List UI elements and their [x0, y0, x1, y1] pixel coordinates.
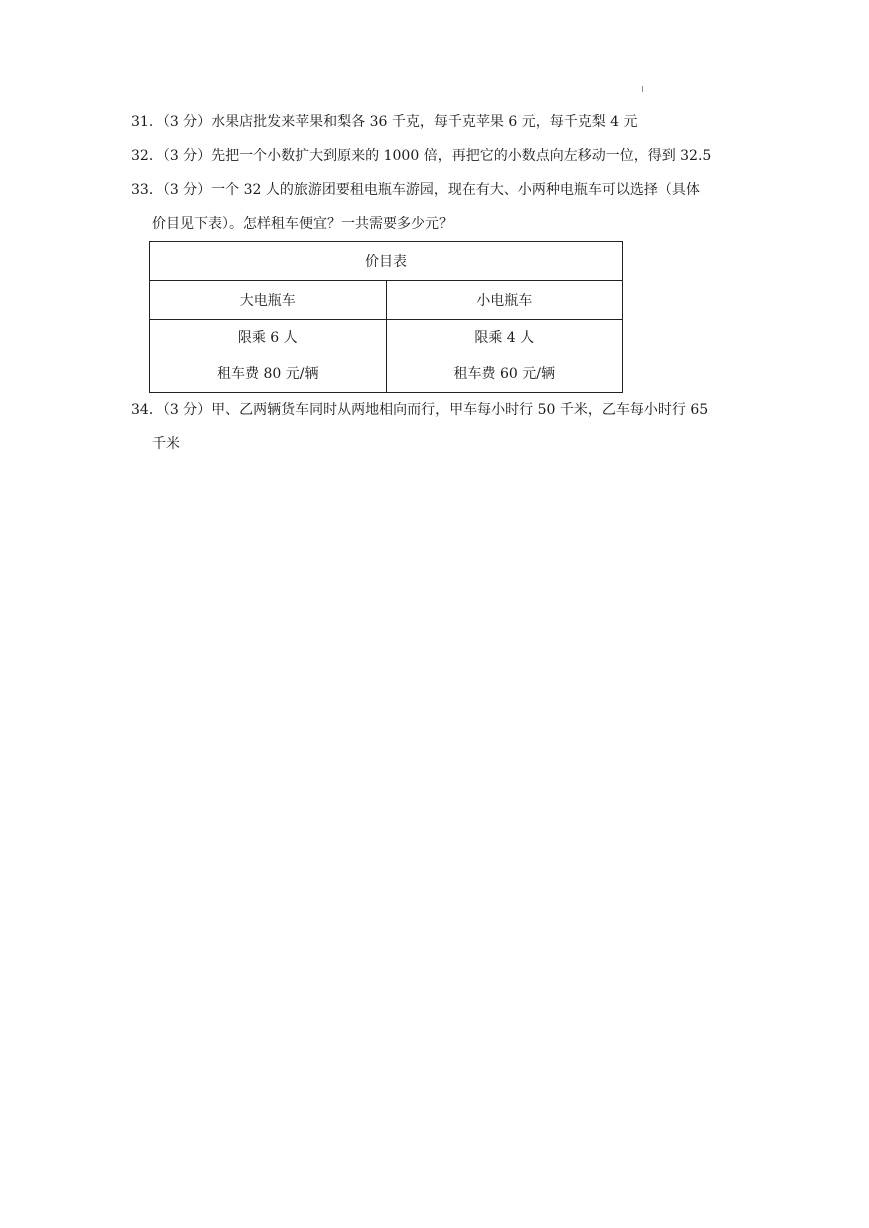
- question-34-line-1: 34．（3 分）甲、乙两辆货车同时从两地相向而行，甲车每小时行 50 千米，乙车每小时行 65: [131, 402, 709, 418]
- large-cart-limit: 限乘 6 人: [237, 330, 298, 346]
- large-cart-fee: 租车费 80 元/辆: [217, 366, 319, 382]
- large-cart-details: [150, 320, 387, 393]
- question-33-line-1: 33．（3 分）一个 32 人的旅游团要租电瓶车游园，现在有大、小两种电瓶车可以选择（具体: [131, 182, 700, 198]
- column-header-small-cart: 小电瓶车: [386, 281, 623, 320]
- question-33-line-2: 价目见下表）。怎样租车便宜？一共需要多少元？: [152, 216, 453, 232]
- column-header-large-cart: 大电瓶车: [150, 281, 387, 320]
- small-cart-details: [386, 320, 623, 393]
- question-34-line-2: 千米: [152, 436, 180, 452]
- question-32: 32．（3 分）先把一个小数扩大到原来的 1000 倍，再把它的小数点向左移动一位，得到 32.5: [131, 148, 712, 164]
- page-mark: [642, 86, 643, 92]
- small-cart-fee: 租车费 60 元/辆: [453, 366, 555, 382]
- price-table-title: 价目表: [150, 242, 623, 281]
- small-cart-limit: 限乘 4 人: [474, 330, 535, 346]
- question-31: 31．（3 分）水果店批发来苹果和梨各 36 千克，每千克苹果 6 元，每千克梨 4 元: [131, 114, 638, 130]
- price-table: [149, 241, 623, 393]
